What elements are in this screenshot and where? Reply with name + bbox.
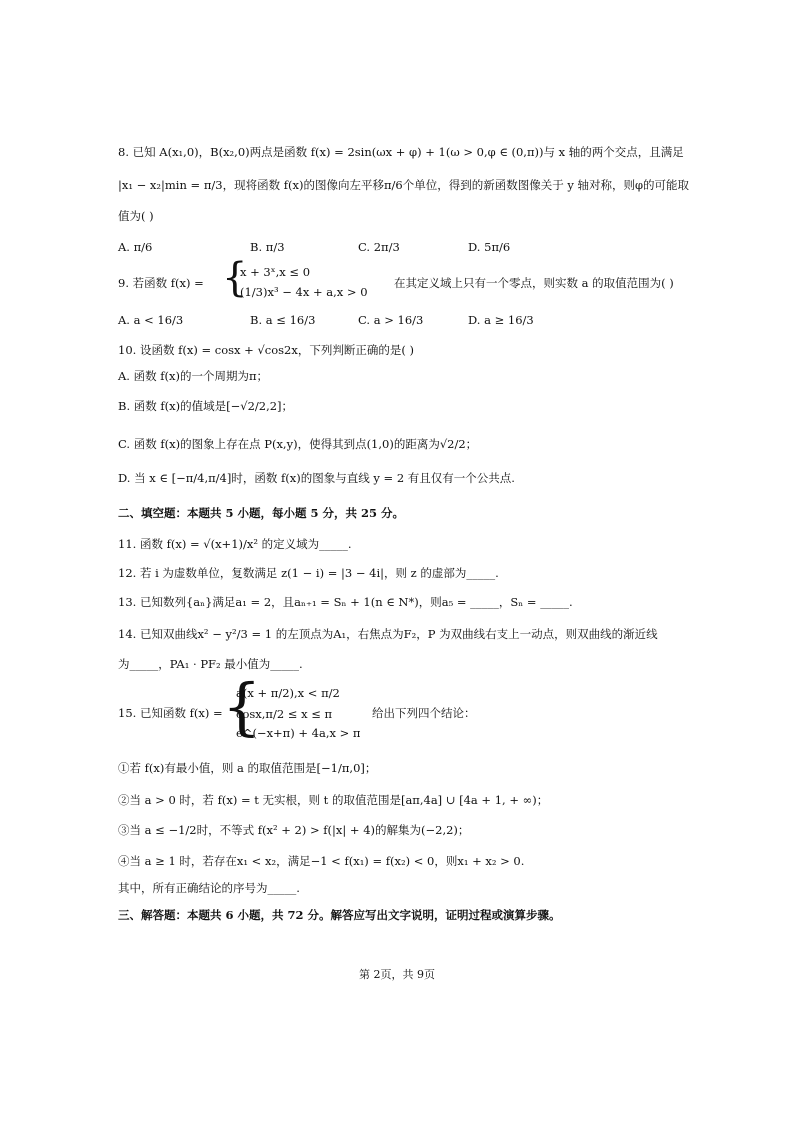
q9-option-c: C. a > 16/3 bbox=[358, 313, 424, 327]
q8-line3: 值为( ) bbox=[118, 209, 154, 223]
q15-case1: a(x + π/2),x < π/2 bbox=[236, 686, 340, 700]
q15-case2: cosx,π/2 ≤ x ≤ π bbox=[236, 707, 333, 721]
q15-final: 其中，所有正确结论的序号为_____. bbox=[118, 881, 300, 895]
q10-option-b: B. 函数 f(x)的值域是[−√2/2,2]； bbox=[118, 399, 294, 413]
q9-brace: { bbox=[222, 255, 248, 301]
q15-conclusion-4: ④当 a ≥ 1 时，若存在x₁ < x₂，满足−1 < f(x₁) = f(x₂) < 0，则x₁ + x₂ > 0. bbox=[118, 854, 525, 868]
q8-line2: |x₁ − x₂|min = π/3，现将函数 f(x)的图像向左平移π/6个单位，得到的新函数图像关于 y 轴对称，则φ的可能取 bbox=[118, 178, 690, 192]
q9-option-b: B. a ≤ 16/3 bbox=[250, 313, 316, 327]
q15-conclusion-2: ②当 a > 0 时，若 f(x) = t 无实根，则 t 的取值范围是[aπ,4a] ∪ [4a + 1, + ∞)； bbox=[118, 793, 549, 807]
q9-option-a: A. a < 16/3 bbox=[118, 313, 184, 327]
q10-option-a: A. 函数 f(x)的一个周期为π； bbox=[118, 369, 269, 383]
q11: 11. 函数 f(x) = √(x+1)/x² 的定义域为_____. bbox=[118, 537, 352, 551]
q10-option-d: D. 当 x ∈ [−π/4,π/4]时，函数 f(x)的图象与直线 y = 2 有且仅有一个公共点. bbox=[118, 471, 515, 485]
page-footer: 第 2页，共 9页 bbox=[359, 968, 435, 981]
section2-heading: 二、填空题：本题共 5 小题，每小题 5 分，共 25 分。 bbox=[118, 506, 405, 520]
q14-line2: 为_____，PA₁ · PF₂ 最小值为_____. bbox=[118, 657, 303, 671]
q15-case3: e^(−x+π) + 4a,x > π bbox=[236, 726, 361, 740]
q15-prefix: 15. 已知函数 f(x) = bbox=[118, 706, 223, 720]
q10-option-c: C. 函数 f(x)的图象上存在点 P(x,y)，使得其到点(1,0)的距离为√2/2； bbox=[118, 437, 478, 451]
q9-prefix: 9. 若函数 f(x) = bbox=[118, 276, 204, 290]
q9-suffix: 在其定义域上只有一个零点，则实数 a 的取值范围为( ) bbox=[394, 276, 674, 290]
q15-suffix: 给出下列四个结论： bbox=[372, 706, 476, 720]
q8-option-d: D. 5π/6 bbox=[468, 240, 511, 254]
q9-option-d: D. a ≥ 16/3 bbox=[468, 313, 534, 327]
q13: 13. 已知数列{aₙ}满足a₁ = 2，且aₙ₊₁ = Sₙ + 1(n ∈ N*)，则a₅ = _____，Sₙ = _____. bbox=[118, 595, 573, 609]
q15-brace: { bbox=[222, 670, 262, 743]
q15-conclusion-3: ③当 a ≤ −1/2时，不等式 f(x² + 2) > f(|x| + 4)的解集为(−2,2)； bbox=[118, 823, 470, 837]
q14-line1: 14. 已知双曲线x² − y²/3 = 1 的左顶点为A₁，右焦点为F₂，P 为双曲线右支上一动点，则双曲线的渐近线 bbox=[118, 627, 658, 641]
q10-stem: 10. 设函数 f(x) = cosx + √cos2x，下列判断正确的是( ) bbox=[118, 343, 414, 357]
section3-heading: 三、解答题：本题共 6 小题，共 72 分。解答应写出文字说明，证明过程或演算步骤。 bbox=[118, 908, 561, 922]
q9-case1: x + 3ˣ,x ≤ 0 bbox=[240, 265, 311, 279]
q8-option-b: B. π/3 bbox=[250, 240, 285, 254]
q15-conclusion-1: ①若 f(x)有最小值，则 a 的取值范围是[−1/π,0]； bbox=[118, 761, 377, 775]
q9-case2: (1/3)x³ − 4x + a,x > 0 bbox=[240, 285, 368, 299]
q12: 12. 若 i 为虚数单位，复数满足 z(1 − i) = |3 − 4i|，则 z 的虚部为_____. bbox=[118, 566, 499, 580]
q8-line1: 8. 已知 A(x₁,0)，B(x₂,0)两点是函数 f(x) = 2sin(ωx + φ) + 1(ω > 0,φ ∈ (0,π))与 x 轴的两个交点，且满足 bbox=[118, 145, 684, 159]
q8-option-a: A. π/6 bbox=[118, 240, 153, 254]
q8-option-c: C. 2π/3 bbox=[358, 240, 400, 254]
